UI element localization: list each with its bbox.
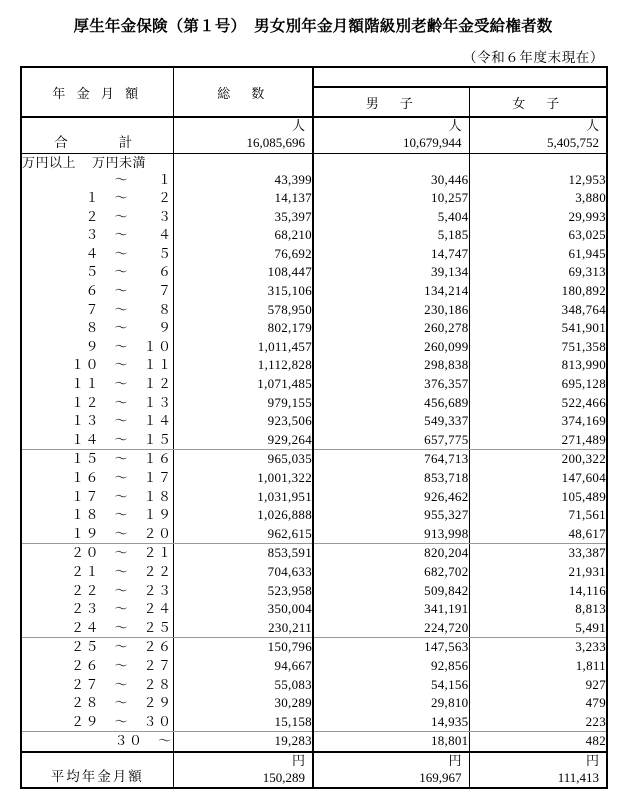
row-range-label: ２２ ～ ２３ (21, 582, 173, 601)
table-row (21, 338, 607, 357)
row-male-value: 926,462 (313, 488, 469, 507)
unit-yen: 円 (448, 752, 462, 768)
row-total-value: 1,011,457 (173, 338, 313, 357)
row-female-value: 813,990 (469, 356, 607, 375)
row-range-label: １ ～ ２ (21, 189, 173, 208)
row-total-value: 979,155 (173, 394, 313, 413)
table-row (21, 356, 607, 375)
pension-statistics-table (20, 66, 608, 789)
row-range-label: ３ ～ ４ (21, 226, 173, 245)
table-row (21, 488, 607, 507)
table-row (21, 375, 607, 394)
row-total-value: 802,179 (173, 319, 313, 338)
row-female-value: 63,025 (469, 226, 607, 245)
row-total-value: 43,399 (173, 171, 313, 190)
table-row (21, 319, 607, 338)
row-range-label: ９ ～ １０ (21, 338, 173, 357)
row-total-value: 1,071,485 (173, 375, 313, 394)
row-range-label: ２１ ～ ２２ (21, 563, 173, 582)
row-total-value: 68,210 (173, 226, 313, 245)
row-female-value: 522,466 (469, 394, 607, 413)
average-row-female-cell (469, 752, 607, 788)
row-male-value: 657,775 (313, 431, 469, 450)
total-row-female-value: 5,405,752 (547, 135, 599, 151)
header-total-column: 総 数 (173, 67, 313, 117)
row-male-value: 549,337 (313, 412, 469, 431)
row-female-value: 223 (469, 713, 607, 732)
row-male-value: 509,842 (313, 582, 469, 601)
page-title: 厚生年金保険（第１号） 男女別年金月額階級別老齢年金受給権者数 (73, 17, 553, 35)
bracket-header-total-cell (173, 153, 313, 171)
row-total-value: 350,004 (173, 600, 313, 619)
row-male-value: 92,856 (313, 657, 469, 676)
row-female-value: 479 (469, 694, 607, 713)
header-spacer-male (313, 67, 469, 87)
average-row-total-cell (173, 752, 313, 788)
row-range-label: ～ １ (21, 171, 173, 190)
row-range-label: ４ ～ ５ (21, 245, 173, 264)
unit-person: 人 (291, 118, 305, 134)
row-female-value: 14,116 (469, 582, 607, 601)
row-female-value: 180,892 (469, 282, 607, 301)
row-male-value: 14,747 (313, 245, 469, 264)
row-range-label: １３ ～ １４ (21, 412, 173, 431)
row-total-value: 962,615 (173, 525, 313, 544)
table-row (21, 506, 607, 525)
unit-person: 人 (585, 118, 599, 134)
row-total-value: 523,958 (173, 582, 313, 601)
row-total-value: 1,031,951 (173, 488, 313, 507)
row-total-value: 14,137 (173, 189, 313, 208)
table-row (21, 301, 607, 320)
row-female-value: 71,561 (469, 506, 607, 525)
row-female-value: 482 (469, 732, 607, 752)
row-range-label: ７ ～ ８ (21, 301, 173, 320)
row-female-value: 200,322 (469, 450, 607, 469)
row-range-label: ３０ ～ (21, 732, 173, 752)
total-row-total-cell (173, 117, 313, 153)
row-range-label: ２０ ～ ２１ (21, 544, 173, 563)
row-total-value: 578,950 (173, 301, 313, 320)
row-range-label: ２ ～ ３ (21, 208, 173, 227)
row-male-value: 39,134 (313, 263, 469, 282)
row-female-value: 3,880 (469, 189, 607, 208)
row-female-value: 751,358 (469, 338, 607, 357)
total-row-total-value: 16,085,696 (246, 135, 305, 151)
row-female-value: 12,953 (469, 171, 607, 190)
row-male-value: 54,156 (313, 676, 469, 695)
row-total-value: 1,026,888 (173, 506, 313, 525)
row-female-value: 33,387 (469, 544, 607, 563)
row-male-value: 230,186 (313, 301, 469, 320)
row-total-value: 15,158 (173, 713, 313, 732)
table-row (21, 676, 607, 695)
row-total-value: 1,001,322 (173, 469, 313, 488)
row-male-value: 29,810 (313, 694, 469, 713)
header-label-column: 年 金 月 額 (21, 67, 173, 117)
row-male-value: 341,191 (313, 600, 469, 619)
row-male-value: 14,935 (313, 713, 469, 732)
row-female-value: 48,617 (469, 525, 607, 544)
row-male-value: 5,404 (313, 208, 469, 227)
row-female-value: 5,491 (469, 619, 607, 638)
table-row (21, 582, 607, 601)
row-range-label: ２３ ～ ２４ (21, 600, 173, 619)
row-male-value: 955,327 (313, 506, 469, 525)
row-range-label: １５ ～ １６ (21, 450, 173, 469)
average-row-total-value: 150,289 (262, 769, 305, 785)
average-row-male-value: 169,967 (419, 769, 462, 785)
row-male-value: 682,702 (313, 563, 469, 582)
row-range-label: １６ ～ １７ (21, 469, 173, 488)
row-range-label: ２７ ～ ２８ (21, 676, 173, 695)
row-female-value: 541,901 (469, 319, 607, 338)
row-male-value: 456,689 (313, 394, 469, 413)
row-total-value: 965,035 (173, 450, 313, 469)
bracket-header-label (21, 153, 173, 171)
table-row (21, 544, 607, 563)
row-total-value: 315,106 (173, 282, 313, 301)
row-female-value: 348,764 (469, 301, 607, 320)
row-female-value: 8,813 (469, 600, 607, 619)
row-male-value: 376,357 (313, 375, 469, 394)
table-row (21, 245, 607, 264)
row-female-value: 29,993 (469, 208, 607, 227)
table-row (21, 525, 607, 544)
table-row (21, 226, 607, 245)
row-range-label: １７ ～ １８ (21, 488, 173, 507)
table-row (21, 694, 607, 713)
row-male-value: 260,099 (313, 338, 469, 357)
row-range-label: １９ ～ ２０ (21, 525, 173, 544)
row-range-label: ２９ ～ ３０ (21, 713, 173, 732)
table-row (21, 450, 607, 469)
row-male-value: 147,563 (313, 638, 469, 657)
table-row (21, 657, 607, 676)
row-range-label: ２６ ～ ２７ (21, 657, 173, 676)
header-spacer-female (469, 67, 607, 87)
row-male-value: 853,718 (313, 469, 469, 488)
total-row-male-value: 10,679,944 (403, 135, 462, 151)
row-male-value: 298,838 (313, 356, 469, 375)
row-male-value: 224,720 (313, 619, 469, 638)
unit-yen: 円 (585, 752, 599, 768)
row-female-value: 695,128 (469, 375, 607, 394)
row-total-value: 76,692 (173, 245, 313, 264)
row-male-value: 260,278 (313, 319, 469, 338)
table-row (21, 431, 607, 450)
table-row (21, 208, 607, 227)
row-female-value: 927 (469, 676, 607, 695)
row-total-value: 1,112,828 (173, 356, 313, 375)
table-row (21, 412, 607, 431)
row-female-value: 69,313 (469, 263, 607, 282)
table-row (21, 282, 607, 301)
table-row (21, 189, 607, 208)
row-total-value: 929,264 (173, 431, 313, 450)
row-female-value: 61,945 (469, 245, 607, 264)
page-subtitle: （令和６年度末現在） (463, 50, 604, 65)
table-row (21, 263, 607, 282)
row-total-value: 94,667 (173, 657, 313, 676)
row-female-value: 21,931 (469, 563, 607, 582)
bracket-upper-label: 万円未満 (92, 154, 147, 170)
row-range-label: １１ ～ １２ (21, 375, 173, 394)
header-female-column: 女 子 (469, 87, 607, 117)
row-total-value: 30,289 (173, 694, 313, 713)
table-row-average (21, 752, 607, 788)
row-male-value: 913,998 (313, 525, 469, 544)
row-male-value: 18,801 (313, 732, 469, 752)
row-male-value: 820,204 (313, 544, 469, 563)
row-total-value: 923,506 (173, 412, 313, 431)
row-range-label: ８ ～ ９ (21, 319, 173, 338)
row-range-label: １８ ～ １９ (21, 506, 173, 525)
row-range-label: ２４ ～ ２５ (21, 619, 173, 638)
total-row-male-cell (313, 117, 469, 153)
table-body (21, 67, 607, 788)
row-female-value: 374,169 (469, 412, 607, 431)
bracket-lower-label: 万円以上 (22, 154, 77, 170)
row-male-value: 5,185 (313, 226, 469, 245)
row-female-value: 3,233 (469, 638, 607, 657)
row-female-value: 105,489 (469, 488, 607, 507)
row-range-label: ６ ～ ７ (21, 282, 173, 301)
row-male-value: 764,713 (313, 450, 469, 469)
row-female-value: 271,489 (469, 431, 607, 450)
average-row-female-value: 111,413 (557, 769, 599, 785)
bracket-header-row (21, 153, 607, 171)
average-row-male-cell (313, 752, 469, 788)
average-row-label: 平均年金月額 (21, 752, 173, 788)
row-total-value: 19,283 (173, 732, 313, 752)
row-total-value: 230,211 (173, 619, 313, 638)
total-row-female-cell (469, 117, 607, 153)
row-total-value: 704,633 (173, 563, 313, 582)
row-male-value: 10,257 (313, 189, 469, 208)
table-row (21, 713, 607, 732)
bracket-header-female-cell (469, 153, 607, 171)
row-female-value: 147,604 (469, 469, 607, 488)
table-row (21, 600, 607, 619)
row-total-value: 853,591 (173, 544, 313, 563)
table-row (21, 563, 607, 582)
table-row (21, 469, 607, 488)
table-row-total (21, 117, 607, 153)
row-total-value: 55,083 (173, 676, 313, 695)
row-range-label: ２５ ～ ２６ (21, 638, 173, 657)
bracket-header-male-cell (313, 153, 469, 171)
total-row-label: 合 計 (21, 117, 173, 153)
table-row (21, 171, 607, 190)
row-total-value: 35,397 (173, 208, 313, 227)
table-row (21, 394, 607, 413)
row-total-value: 108,447 (173, 263, 313, 282)
header-row-top (21, 67, 607, 87)
table-row (21, 638, 607, 657)
row-range-label: １０ ～ １１ (21, 356, 173, 375)
table-row (21, 619, 607, 638)
row-range-label: １４ ～ １５ (21, 431, 173, 450)
row-female-value: 1,811 (469, 657, 607, 676)
row-range-label: １２ ～ １３ (21, 394, 173, 413)
row-male-value: 30,446 (313, 171, 469, 190)
unit-person: 人 (448, 118, 462, 134)
row-range-label: ２８ ～ ２９ (21, 694, 173, 713)
row-total-value: 150,796 (173, 638, 313, 657)
row-range-label: ５ ～ ６ (21, 263, 173, 282)
unit-yen: 円 (291, 752, 305, 768)
header-male-column: 男 子 (313, 87, 469, 117)
row-male-value: 134,214 (313, 282, 469, 301)
